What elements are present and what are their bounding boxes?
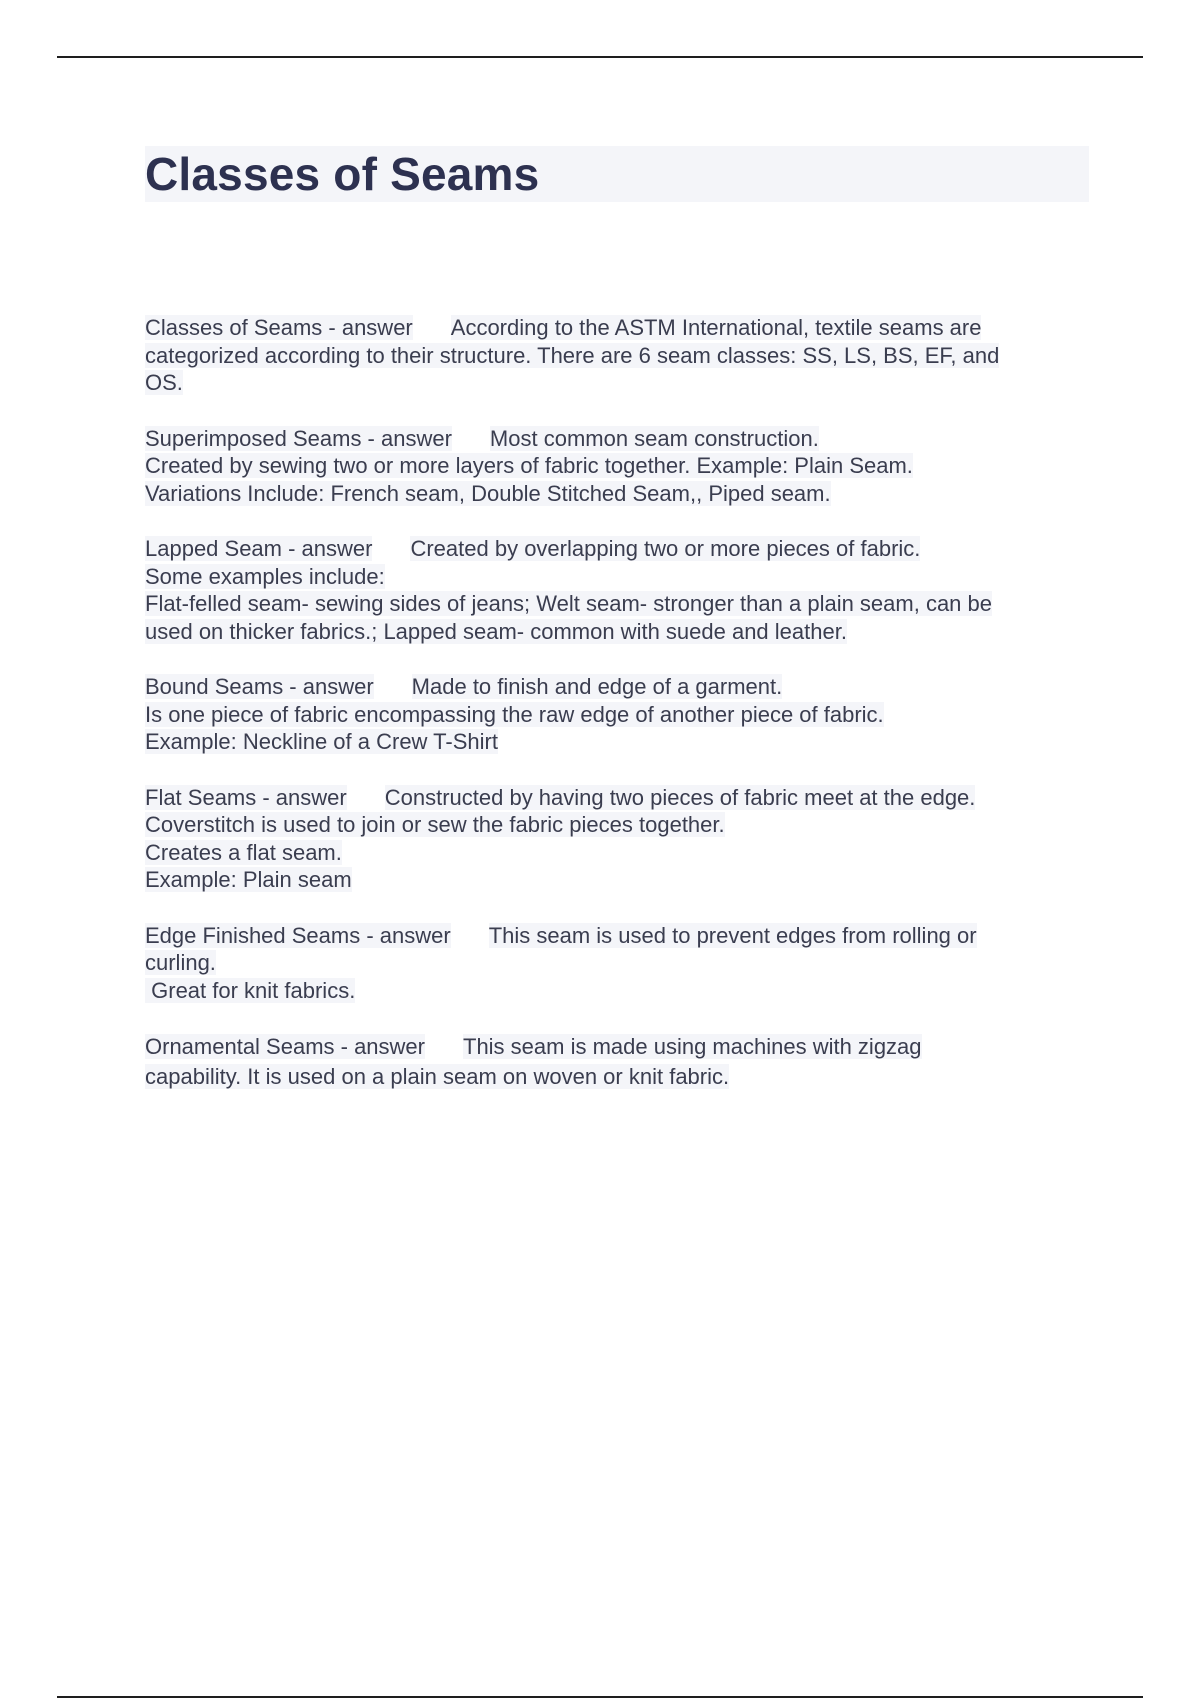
top-rule bbox=[57, 56, 1143, 58]
entry-classes-of-seams bbox=[145, 314, 1090, 397]
entry-lapped-seam bbox=[145, 535, 1090, 645]
entry-edge-finished-seams bbox=[145, 922, 1090, 1005]
title-banner bbox=[145, 146, 1089, 202]
page-title: Classes of Seams bbox=[145, 148, 540, 200]
bottom-rule bbox=[57, 1696, 1143, 1698]
entry-superimposed-seams bbox=[145, 425, 1090, 508]
entry-term: Bound Seams - answer bbox=[145, 674, 374, 699]
entry-text: Example: Plain seam bbox=[145, 867, 352, 892]
entry-text: Example: Neckline of a Crew T-Shirt bbox=[145, 729, 498, 754]
entry-text: This seam is used to prevent edges from rolling or bbox=[488, 922, 977, 948]
entry-bound-seams bbox=[145, 673, 1090, 756]
entry-term: Flat Seams - answer bbox=[145, 784, 347, 810]
entry-term: Superimposed Seams - answer bbox=[145, 425, 452, 451]
entry-text: Is one piece of fabric encompassing the raw edge of another piece of fabric. bbox=[145, 701, 884, 727]
entry-text: Variations Include: French seam, Double Stitched Seam,, Piped seam. bbox=[145, 480, 831, 506]
document-body bbox=[145, 146, 1090, 1120]
entry-text: This seam is made using machines with zigzag bbox=[463, 1034, 922, 1059]
entry-text: curling. bbox=[145, 950, 216, 975]
entry-term: Classes of Seams - answer bbox=[145, 315, 413, 340]
entry-flat-seams bbox=[145, 784, 1090, 894]
entry-text: Creates a flat seam. bbox=[145, 839, 342, 865]
entry-text: Flat-felled seam- sewing sides of jeans; Welt seam- stronger than a plain seam, can be bbox=[145, 591, 992, 616]
entry-text: Constructed by having two pieces of fabric meet at the edge. bbox=[384, 784, 976, 810]
entry-text: According to the ASTM International, textile seams are bbox=[450, 315, 982, 340]
entry-text: categorized according to their structure. There are 6 seam classes: SS, LS, BS, EF, and bbox=[145, 342, 1000, 368]
entry-text: used on thicker fabrics.; Lapped seam- common with suede and leather. bbox=[145, 618, 847, 644]
entry-text: Some examples include: bbox=[145, 563, 385, 589]
entry-text: Most common seam construction. bbox=[489, 425, 819, 451]
entry-term: Lapped Seam - answer bbox=[145, 536, 373, 561]
entries-list bbox=[145, 314, 1090, 1092]
entry-text: OS. bbox=[145, 370, 183, 395]
entry-text: Made to finish and edge of a garment. bbox=[411, 674, 783, 699]
entry-text: Created by sewing two or more layers of fabric together. Example: Plain Seam. bbox=[145, 453, 913, 478]
entry-text: Great for knit fabrics. bbox=[145, 977, 356, 1003]
entry-text: Coverstitch is used to join or sew the fabric pieces together. bbox=[145, 812, 725, 837]
entry-ornamental-seams bbox=[145, 1032, 1090, 1092]
entry-term: Ornamental Seams - answer bbox=[145, 1034, 425, 1059]
entry-text: capability. It is used on a plain seam on woven or knit fabric. bbox=[145, 1064, 730, 1089]
entry-term: Edge Finished Seams - answer bbox=[145, 922, 451, 948]
entry-text: Created by overlapping two or more pieces of fabric. bbox=[410, 536, 921, 561]
